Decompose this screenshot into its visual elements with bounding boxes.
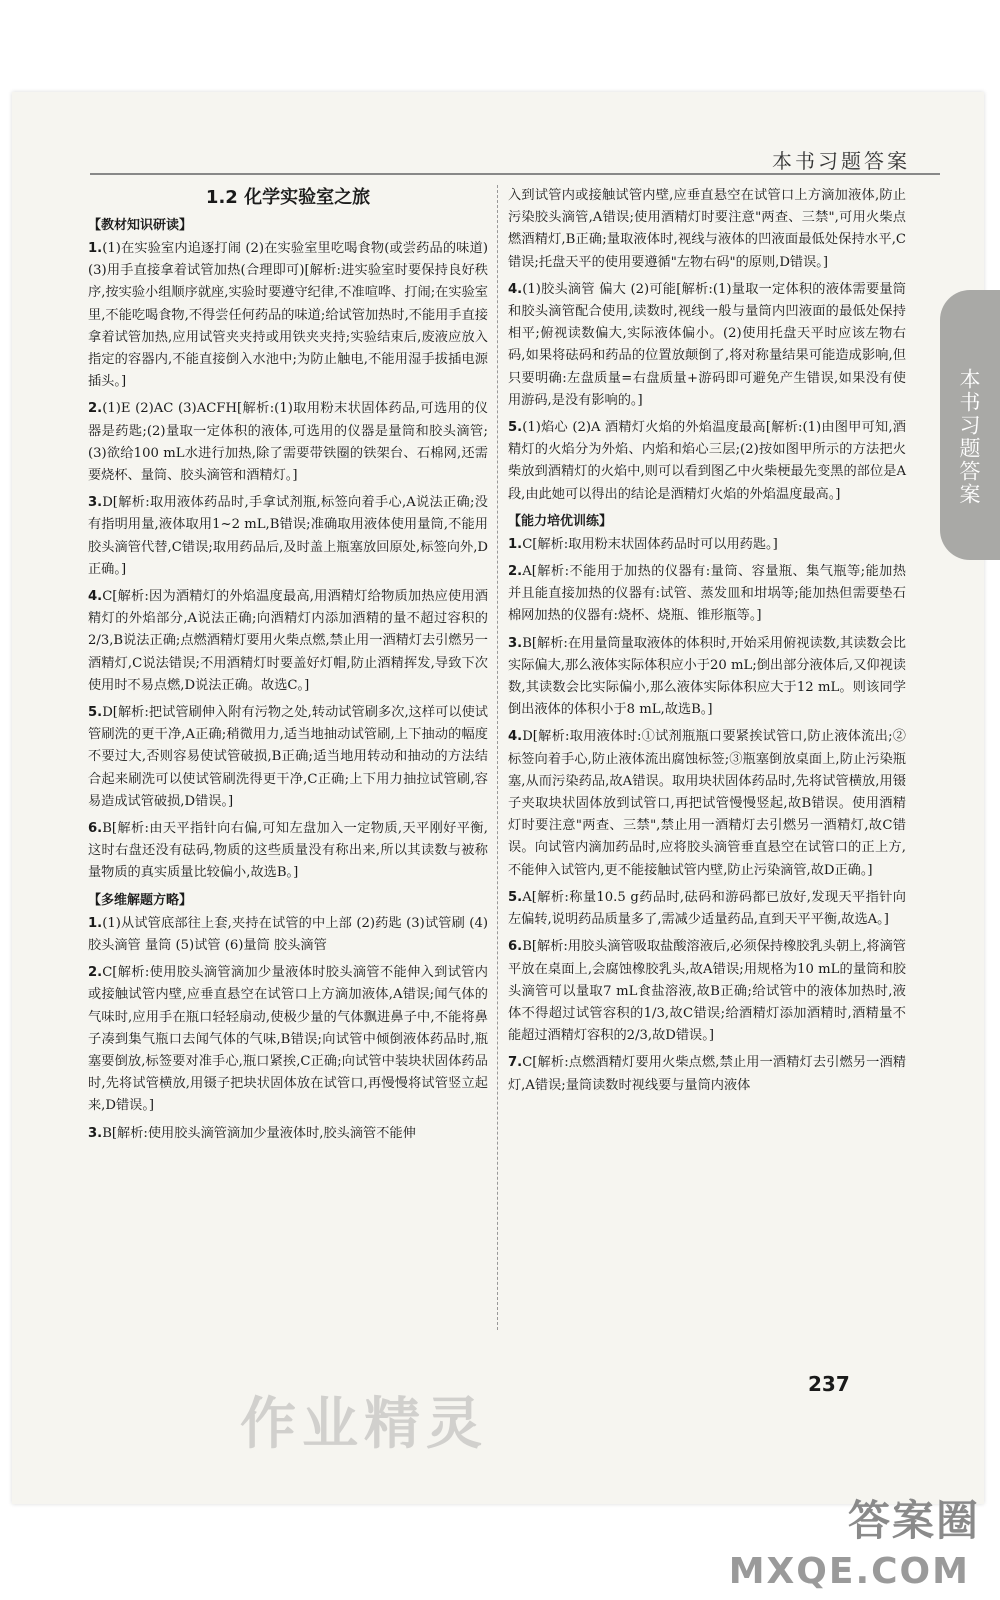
answer-item bbox=[508, 936, 906, 1047]
answer-text: C[解析:使用胶头滴管滴加少量液体时胶头滴管不能伸入到试管内或接触试管内壁,应垂直悬空在试管口上方滴加液体,A错误;闻气体的气味时,应用手在瓶口轻轻扇动,使极少量的气体飘进鼻子中,不能将鼻子凑到集气瓶口去闻气体的气味,B错误;向试管中倾倒液体药品时,瓶塞要倒放,标签要对准手心,瓶口紧挨,C正确;向试管中装块状固体药品时,先将试管横放,用镊子把块状固体放在试管口,再慢慢将试管竖立起来,D错误。] bbox=[88, 965, 488, 1114]
answer-item bbox=[88, 492, 488, 581]
answer-item bbox=[508, 534, 906, 556]
answer-item bbox=[508, 279, 906, 412]
header-rule bbox=[90, 173, 940, 175]
answer-number: 6. bbox=[88, 821, 103, 837]
answer-text: A[解析:称量10.5 g药品时,砝码和游码都已放好,发现天平指针向左偏转,说明药品质量多了,需减少适量药品,直到天平平衡,故选A。] bbox=[508, 889, 906, 928]
right-column bbox=[508, 185, 906, 1102]
answer-number: 5. bbox=[508, 889, 523, 905]
answer-text: C[解析:取用粉末状固体药品时可以用药匙。] bbox=[522, 536, 778, 552]
answer-item bbox=[88, 702, 488, 813]
section-title: 1.2 化学实验室之旅 bbox=[205, 187, 371, 208]
left-column bbox=[88, 185, 488, 1150]
answer-text: (1)从试管底部往上套,夹持在试管的中上部 (2)药匙 (3)试管刷 (4)胶头滴管 量筒 (5)试管 (6)量筒 胶头滴管 bbox=[88, 915, 488, 953]
answer-item bbox=[508, 417, 906, 506]
answer-number: 6. bbox=[508, 939, 523, 955]
answer-text: B[解析:在用量筒量取液体的体积时,开始采用俯视读数,其读数会比实际偏大,那么液体实际体积应小于20 mL;倒出部分液体后,又仰视读数,其读数会比实际偏小,那么液体实际体积应大于12 mL。则该同学倒出液体的体积小于8 mL,故选B。] bbox=[508, 635, 906, 718]
answer-item bbox=[508, 726, 906, 881]
answer-number: 2. bbox=[88, 965, 103, 981]
answer-item bbox=[88, 818, 488, 885]
answer-item bbox=[88, 586, 488, 697]
answer-text: D[解析:取用液体时:①试剂瓶瓶口要紧挨试管口,防止液体流出;②标签向着手心,防止液体流出腐蚀标签;③瓶塞倒放桌面上,防止污染瓶塞,从而污染药品,故A错误。取用块状固体药品时,先将试管横放,用镊子夹取块状固体放到试管口,再把试管慢慢竖起,故B错误。使用酒精灯时要注意"两查、三禁",禁止用一酒精灯去引燃另一酒精灯,故C错误。向试管内滴加药品时,应将胶头滴管垂直悬空在试管口的正上方,不能伸入试管内,更不能接触试管内壁,防止污染滴管,故D正确。] bbox=[508, 729, 906, 878]
subhead-methods: 【多维解题方略】 bbox=[88, 892, 193, 908]
answer-item bbox=[88, 913, 488, 957]
answer-text: (1)胶头滴管 偏大 (2)可能[解析:(1)量取一定体积的液体需要量筒和胶头滴管配合使用,读数时,视线一般与量筒内凹液面的最低处保持相平;俯视读数偏大,实际液体偏小。(2)使用托盘天平时应该左物右码,如果将砝码和药品的位置放颠倒了,将对称量结果可能造成影响,但只要明确:左盘质量=右盘质量+游码即可避免产生错误,如果没有使用游码,是没有影响的。] bbox=[508, 281, 906, 408]
answer-text: B[解析:由天平指针向右偏,可知左盘加入一定物质,天平刚好平衡,这时右盘还没有砝码,物质的这些质量没有称出来,所以其读数与被称量物质的真实质量比较偏小,故选B。] bbox=[88, 821, 488, 881]
watermark: 作业精灵 bbox=[240, 1392, 488, 1457]
answer-item bbox=[508, 633, 906, 722]
answer-number: 1. bbox=[88, 241, 103, 256]
site-logo-url: MXQE.COM bbox=[728, 1551, 970, 1592]
answer-text: B[解析:使用胶头滴管滴加少量液体时,胶头滴管不能伸 bbox=[102, 1125, 416, 1141]
continued-paragraph: 入到试管内或接触试管内壁,应垂直悬空在试管口上方滴加液体,防止污染胶头滴管,A错误;使用酒精灯时要注意"两查、三禁",可用火柴点燃酒精灯,B正确;量取液体时,视线与液体的凹液面最低处保持水平,C错误;托盘天平的使用要遵循"左物右码"的原则,D错误。] bbox=[508, 188, 906, 270]
answer-number: 4. bbox=[508, 281, 523, 297]
side-tab bbox=[940, 290, 1000, 560]
answer-number: 7. bbox=[508, 1055, 523, 1071]
answer-number: 3. bbox=[508, 635, 523, 651]
answer-text: D[解析:把试管刷伸入附有污物之处,转动试管刷多次,这样可以使试管刷洗的更干净,A正确;稍微用力,适当地抽动试管刷,上下抽动的幅度不要过大,否则容易使试管破损,B正确;适当地用转动和抽动的方法结合起来刷洗可以使试管刷洗得更干净,C正确;上下用力抽拉试管刷,容易造成试管破损,D错误。] bbox=[88, 705, 488, 809]
answer-number: 3. bbox=[88, 495, 103, 511]
column-divider bbox=[497, 185, 498, 1330]
answer-number: 1. bbox=[508, 536, 523, 552]
answer-number: 4. bbox=[508, 729, 523, 745]
answer-text: (1)E (2)AC (3)ACFH[解析:(1)取用粉末状固体药品,可选用的仪器是药匙;(2)量取一定体积的液体,可选用的仪器是量筒和胶头滴管;(3)欲给100 mL水进行加热,除了需要带铁圈的铁架台、石棉网,还需要烧杯、量筒、胶头滴管和酒精灯。] bbox=[88, 401, 488, 484]
subhead-training: 【能力培优训练】 bbox=[508, 513, 613, 529]
site-logo: 答案圈 bbox=[847, 1496, 980, 1545]
answer-item bbox=[88, 962, 488, 1117]
subhead-textbook: 【教材知识研读】 bbox=[88, 218, 193, 233]
answer-item bbox=[508, 561, 906, 628]
answer-number: 5. bbox=[88, 705, 103, 721]
answer-text: (1)焰心 (2)A 酒精灯火焰的外焰温度最高[解析:(1)由图甲可知,酒精灯的火焰分为外焰、内焰和焰心三层;(2)按如图甲所示的方法把火柴放到酒精灯的火焰中,则可以看到图乙中火柴梗最先变黑的部位是A段,由此她可以得出的结论是酒精灯火焰的外焰温度最高。] bbox=[508, 420, 906, 502]
answer-text: (1)在实验室内追逐打闹 (2)在实验室里吃喝食物(或尝药品的味道) (3)用手直接拿着试管加热(合理即可)[解析:进实验室时要保持良好秩序,按实验小组顺序就座,实验时要遵守纪律,不准喧哗、打闹;在实验室里,不能吃喝食物,不得尝任何药品的味道;给试管加热时,不能用手直接拿着试管加热,应用试管夹夹持或用铁夹夹持;实验结束后,废液应放入指定的容器内,不能直接倒入水池中;为防止触电,不能用湿手拔插电源插头。] bbox=[88, 241, 488, 390]
answer-item bbox=[508, 887, 906, 931]
answer-text: C[解析:因为酒精灯的外焰温度最高,用酒精灯给物质加热应使用酒精灯的外焰部分,A说法正确;向酒精灯内添加酒精的量不超过容积的2/3,B说法正确;点燃酒精灯要用火柴点燃,禁止用一酒精灯去引燃另一酒精灯,C说法错误;不用酒精灯时要盖好灯帽,防止酒精挥发,导致下次使用时不易点燃,D说法正确。故选C。] bbox=[88, 589, 488, 693]
answer-item bbox=[508, 1052, 906, 1096]
page-number: 237 bbox=[808, 1372, 850, 1396]
answer-number: 1. bbox=[88, 915, 103, 931]
answer-text: B[解析:用胶头滴管吸取盐酸溶液后,必须保持橡胶乳头朝上,将滴管平放在桌面上,会腐蚀橡胶乳头,故A错误;用规格为10 mL的量筒和胶头滴管可以量取7 mL食盐溶液,故B正确;给试管中的液体加热时,液体不得超过试管容积的1/3,故C错误;给酒精灯添加酒精时,酒精量不能超过酒精灯容积的2/3,故D错误。] bbox=[508, 939, 906, 1044]
side-tab-label: 本书习题答案 bbox=[957, 368, 981, 506]
answer-text: D[解析:取用液体药品时,手拿试剂瓶,标签向着手心,A说法正确;没有指明用量,液体取用1~2 mL,B错误;准确取用液体使用量筒,不能用胶头滴管代替,C错误;取用药品后,及时盖上瓶塞放回原处,标签向外,D正确。] bbox=[88, 495, 488, 577]
header-label: 本书习题答案 bbox=[772, 149, 910, 173]
answer-number: 4. bbox=[88, 589, 103, 605]
answer-number: 2. bbox=[88, 401, 103, 417]
answer-text: C[解析:点燃酒精灯要用火柴点燃,禁止用一酒精灯去引燃另一酒精灯,A错误;量筒读数时视线要与量筒内液体 bbox=[508, 1055, 906, 1093]
answer-item bbox=[88, 238, 488, 393]
answer-item bbox=[88, 1123, 488, 1145]
answer-number: 3. bbox=[88, 1125, 103, 1141]
answer-text: A[解析:不能用于加热的仪器有:量筒、容量瓶、集气瓶等;能加热并且能直接加热的仪器有:试管、蒸发皿和坩埚等;能加热但需要垫石棉网加热的仪器有:烧杯、烧瓶、锥形瓶等。] bbox=[508, 564, 906, 624]
answer-number: 2. bbox=[508, 564, 523, 580]
answer-number: 5. bbox=[508, 420, 523, 436]
answer-item bbox=[88, 398, 488, 487]
